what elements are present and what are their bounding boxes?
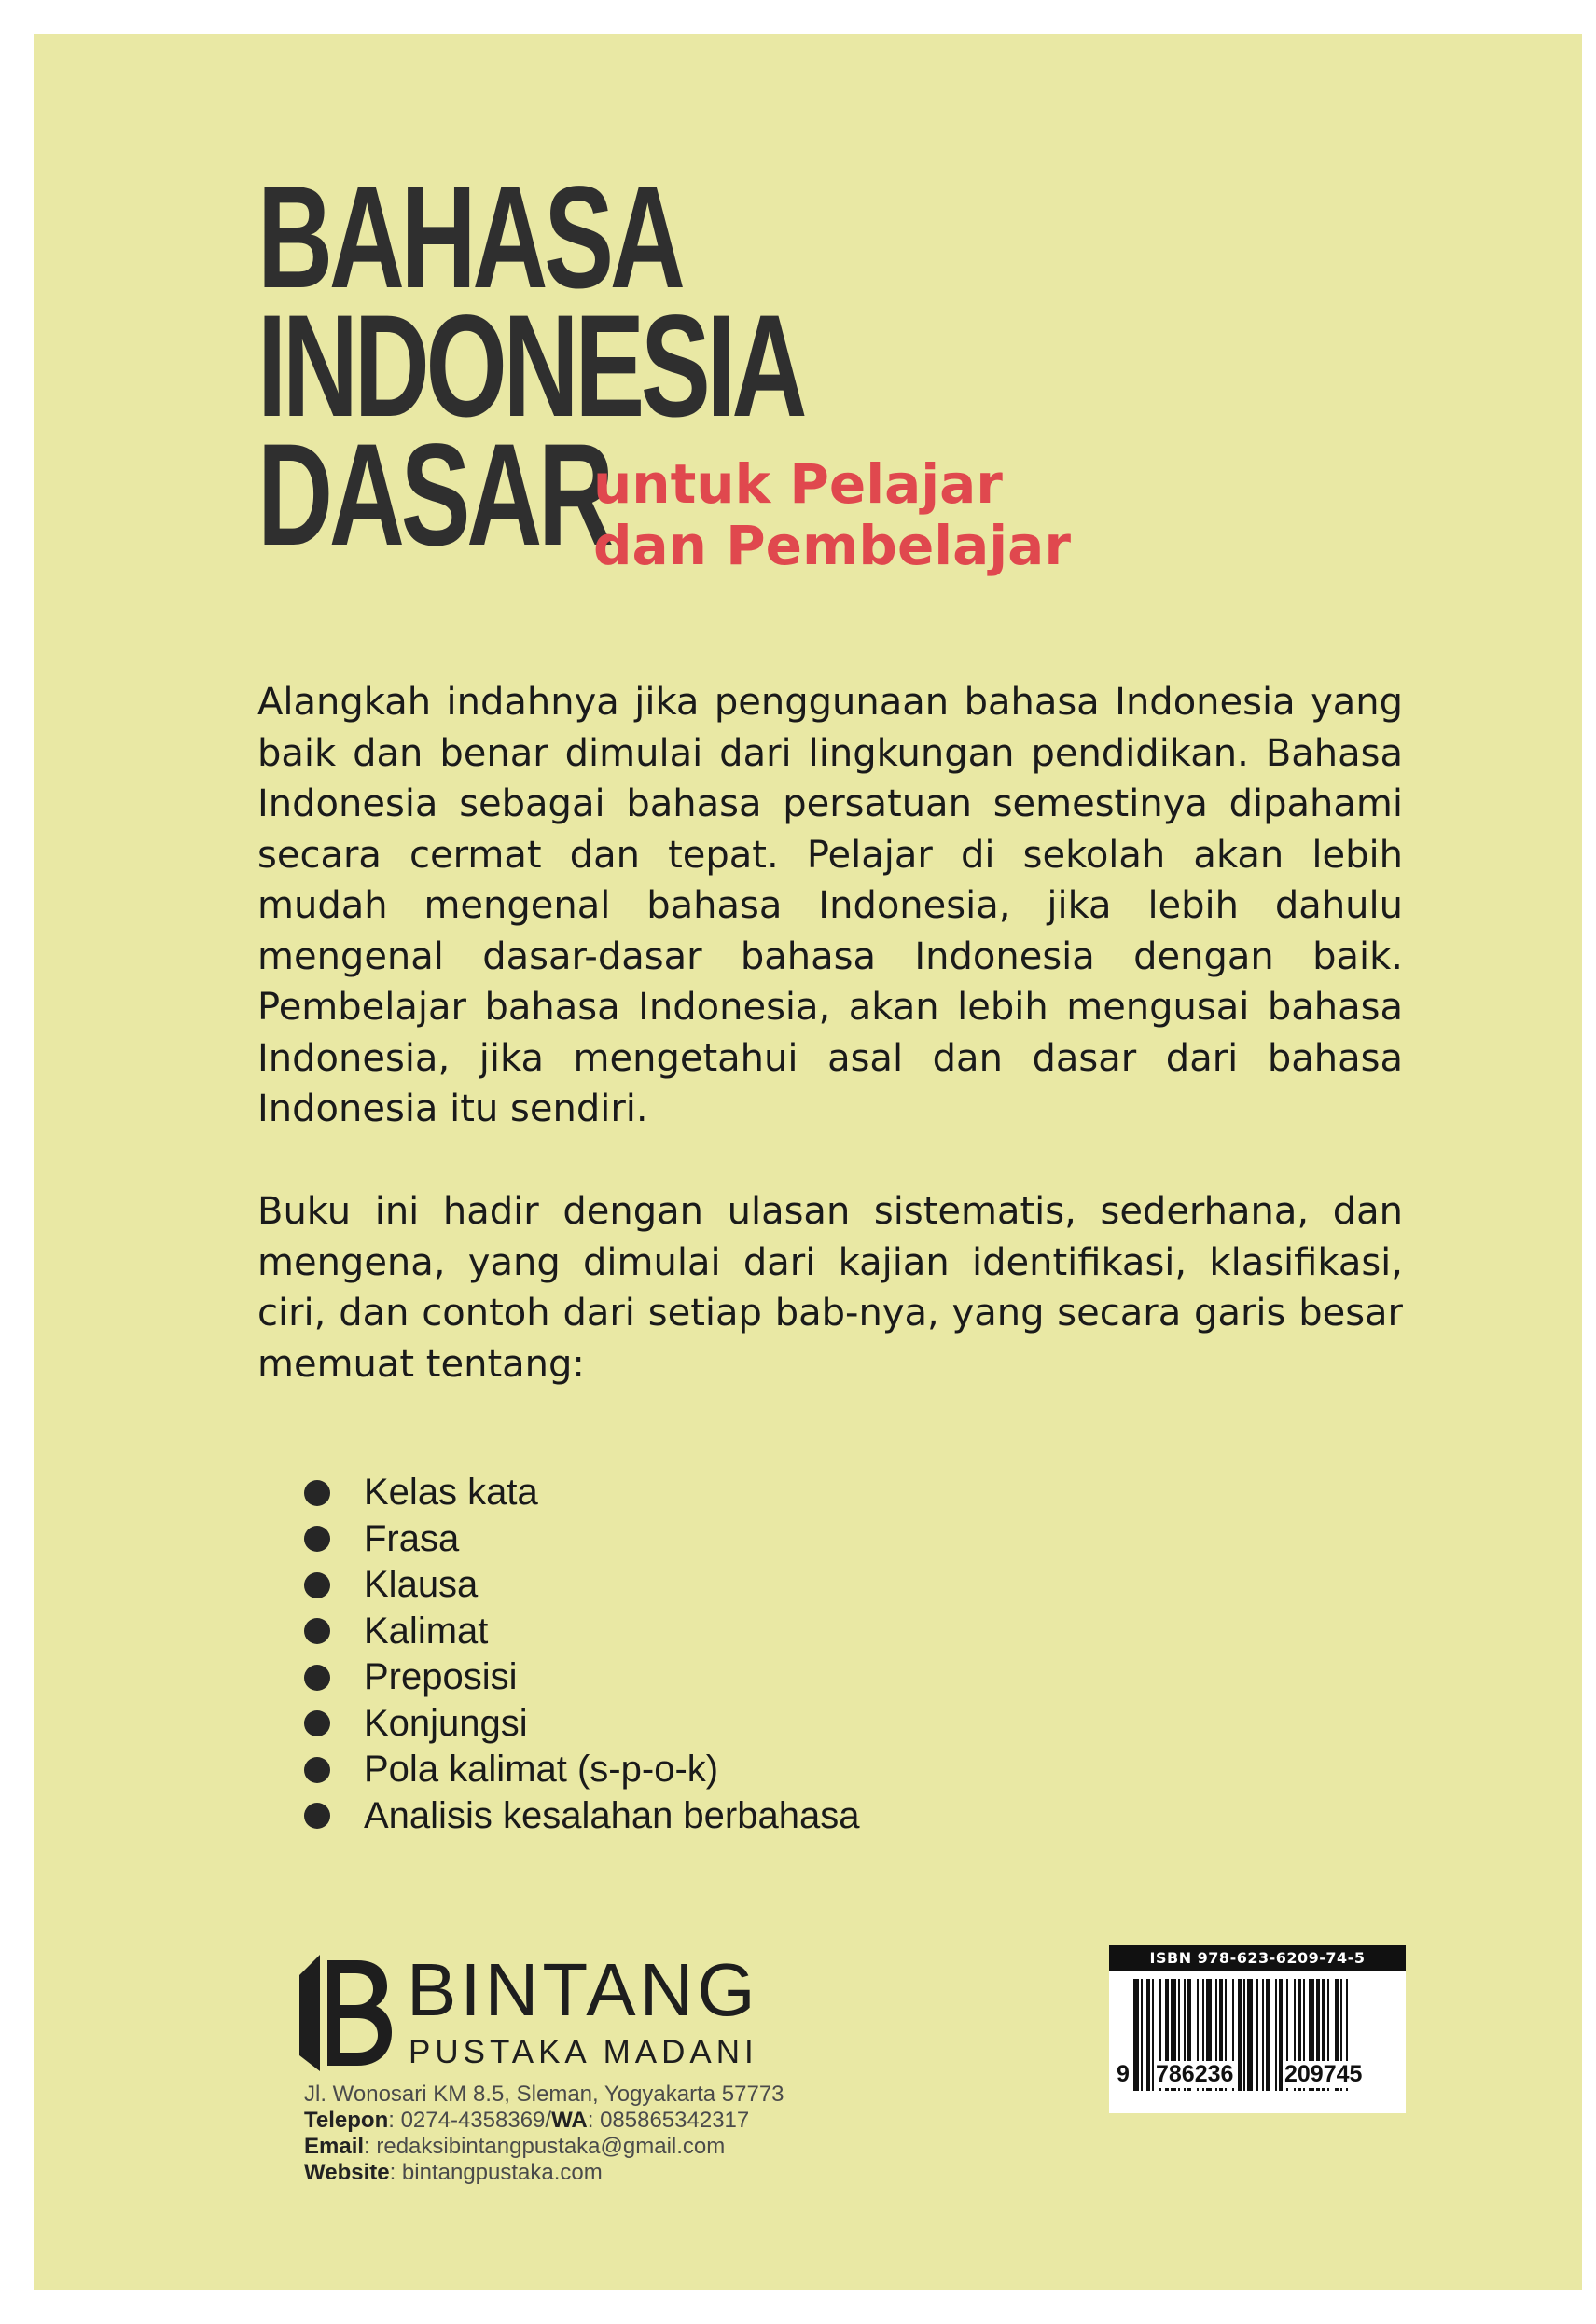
website-value: : bintangpustaka.com bbox=[389, 2160, 603, 2185]
phone-label: Telepon bbox=[304, 2108, 389, 2133]
topic-list bbox=[304, 1470, 859, 1839]
bullet-icon bbox=[304, 1526, 330, 1552]
topic-label: Konjungsi bbox=[364, 1702, 528, 1744]
publisher-subname: PUSTAKA MADANI bbox=[409, 2034, 758, 2070]
isbn-barcode-block bbox=[1109, 1945, 1406, 2113]
wa-value: : 085865342317 bbox=[587, 2108, 750, 2133]
bullet-icon bbox=[304, 1757, 330, 1783]
list-item bbox=[304, 1654, 859, 1701]
publisher-name: BINTANG bbox=[407, 1948, 759, 2031]
list-item bbox=[304, 1793, 859, 1840]
email-line bbox=[304, 2134, 784, 2160]
title-line-2: INDONESIA bbox=[257, 285, 804, 448]
bullet-icon bbox=[304, 1710, 330, 1736]
list-item bbox=[304, 1516, 859, 1563]
address-line: Jl. Wonosari KM 8.5, Sleman, Yogyakarta 57773 bbox=[304, 2082, 784, 2107]
bullet-icon bbox=[304, 1480, 330, 1506]
barcode-digit-first: 9 bbox=[1117, 2061, 1130, 2087]
blurb-paragraph-2: Buku ini hadir dengan ulasan sistematis, sederhana, dan mengena, yang dimulai dari kajian identifikasi, klasifikasi, ciri, dan contoh dari setiap bab-nya, yang secara garis besar memuat tentang: bbox=[257, 1190, 1403, 1386]
wa-label: WA bbox=[551, 2108, 588, 2133]
topic-label: Analisis kesalahan berbahasa bbox=[364, 1794, 860, 1836]
website-label: Website bbox=[304, 2160, 390, 2185]
phone-value: : 0274-4358369/ bbox=[388, 2108, 552, 2133]
list-item bbox=[304, 1747, 859, 1793]
list-item bbox=[304, 1609, 859, 1655]
barcode-digits-left: 786236 bbox=[1156, 2061, 1234, 2087]
isbn-label: ISBN 978-623-6209-74-5 bbox=[1109, 1945, 1406, 1971]
title-line-3: DASAR bbox=[257, 414, 610, 576]
email-label: Email bbox=[304, 2134, 365, 2159]
topic-label: Kalimat bbox=[364, 1610, 489, 1652]
bullet-icon bbox=[304, 1803, 330, 1829]
topic-label: Frasa bbox=[364, 1517, 460, 1559]
topic-label: Klausa bbox=[364, 1564, 479, 1605]
publisher-contact bbox=[304, 2082, 784, 2186]
topic-label: Preposisi bbox=[364, 1656, 518, 1697]
book-back-cover bbox=[34, 34, 1582, 2290]
website-line bbox=[304, 2160, 784, 2186]
bullet-icon bbox=[304, 1572, 330, 1598]
email-value: : redaksibintangpustaka@gmail.com bbox=[364, 2134, 726, 2159]
topic-label: Kelas kata bbox=[364, 1472, 538, 1513]
book-subtitle bbox=[593, 453, 1071, 576]
list-item bbox=[304, 1562, 859, 1609]
bullet-icon bbox=[304, 1665, 330, 1691]
publisher-logo-icon bbox=[299, 1955, 393, 2071]
barcode-digits bbox=[1109, 2061, 1406, 2089]
subtitle-line-2: dan Pembelajar bbox=[593, 514, 1071, 577]
topic-label: Pola kalimat (s-p-o-k) bbox=[364, 1749, 719, 1790]
title-line-1: BAHASA bbox=[257, 157, 682, 319]
bullet-icon bbox=[304, 1618, 330, 1644]
phone-line bbox=[304, 2108, 784, 2134]
blurb-paragraph-1: Alangkah indahnya jika penggunaan bahasa Indonesia yang baik dan benar dimulai dari lingkungan pendidikan. Bahasa Indonesia sebagai bahasa persatuan semestinya dipahami secara cermat dan tepat. Pelajar di sekolah akan lebih mudah mengenal bahasa Indonesia, jika lebih dahulu mengenal dasar-dasar bahasa Indonesia dengan baik. Pembelajar bahasa Indonesia, akan lebih mengusai bahasa Indonesia, jika mengetahui asal dan dasar dari bahasa Indonesia itu sendiri. bbox=[257, 681, 1403, 1130]
list-item bbox=[304, 1701, 859, 1748]
subtitle-line-1: untuk Pelajar bbox=[593, 452, 1003, 516]
list-item bbox=[304, 1470, 859, 1516]
barcode-digits-right: 209745 bbox=[1284, 2061, 1363, 2087]
